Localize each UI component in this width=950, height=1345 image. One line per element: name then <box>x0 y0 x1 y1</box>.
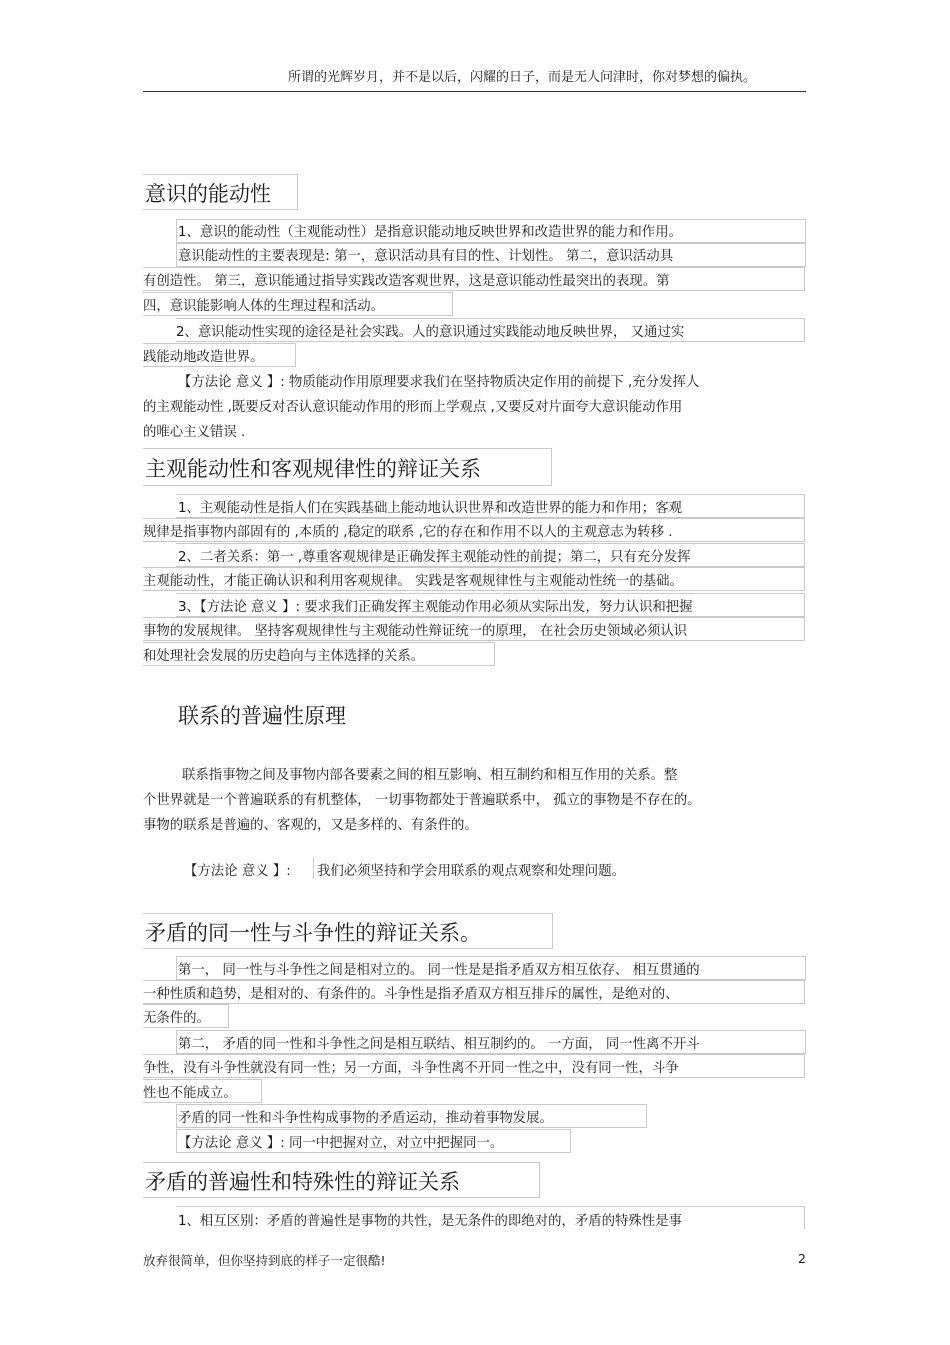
method-text: 我们必须坚持和学会用联系的观点观察和处理问题。 <box>317 864 625 879</box>
paragraph-line: 践能动地改造世界。 <box>143 350 264 365</box>
paragraph-line: 性也不能成立。 <box>143 1086 237 1101</box>
method-line: 【方法论 意义 】: 物质能动作用原理要求我们在坚持物质决定作用的前提下 ,充分发挥人 <box>178 375 700 390</box>
paragraph-line: 1、相互区别：矛盾的普遍性是事物的共性，是无条件的即绝对的，矛盾的特殊性是事 <box>178 1214 682 1229</box>
paragraph-line: 第二， 矛盾的同一性和斗争性之间是相互联结、相互制约的。 一方面， 同一性离不开斗 <box>178 1037 700 1052</box>
paragraph-line: 矛盾的同一性和斗争性构成事物的矛盾运动，推动着事物发展。 <box>178 1111 553 1126</box>
method-line: 的唯心主义错误 . <box>143 425 246 440</box>
paragraph-line: 3、【方法论 意义 】: 要求我们正确发挥主观能动作用必须从实际出发，努力认识和把握 <box>178 600 693 615</box>
paragraph-line: 1、主观能动性是指人们在实践基础上能动地认识世界和改造世界的能力和作用；客观 <box>178 501 682 516</box>
header-motto: 所谓的光辉岁月，并不是以后，闪耀的日子，而是无人问津时，你对梦想的偏执。 <box>288 70 757 85</box>
paragraph-line: 2、意识能动性实现的途径是社会实践。人的意识通过实践能动地反映世界， 又通过实 <box>176 325 685 340</box>
paragraph-line: 2、二者关系：第一 ,尊重客观规律是正确发挥主观能动性的前提；第二，只有充分发挥 <box>178 550 691 565</box>
paragraph-line: 一种性质和趋势，是相对的、有条件的。斗争性是指矛盾双方相互排斥的属性，是绝对的、 <box>143 987 679 1002</box>
paragraph-line: 事物的联系是普遍的、客观的，又是多样的、有条件的。 <box>143 818 478 833</box>
section-title: 联系的普遍性原理 <box>178 704 346 728</box>
paragraph-line: 争性，没有斗争性就没有同一性；另一方面，斗争性离不开同一性之中，没有同一性，斗争 <box>143 1061 679 1076</box>
paragraph-line: 第一， 同一性与斗争性之间是相对立的。 同一性是是指矛盾双方相互依存、 相互贯通的 <box>178 963 700 978</box>
paragraph-line: 事物的发展规律。 坚持客观规律性与主观能动性辩证统一的原理， 在社会历史领域必须认识 <box>143 624 688 639</box>
page-number: 2 <box>798 1251 806 1266</box>
paragraph-line: 个世界就是一个普遍联系的有机整体， 一切事物都处于普遍联系中， 孤立的事物是不存在的。 <box>143 793 701 808</box>
paragraph-line: 有创造性。 第三，意识能通过指导实践改造客观世界，这是意识能动性最突出的表现。第 <box>143 274 670 289</box>
paragraph-line: 和处理社会发展的历史趋向与主体选择的关系。 <box>143 649 425 664</box>
paragraph-line: 四，意识能影响人体的生理过程和活动。 <box>143 299 385 314</box>
paragraph-line: 规律是指事物内部固有的 ,本质的 ,稳定的联系 ,它的存在和作用不以人的主观意志为转移 . <box>143 525 673 540</box>
section-title: 矛盾的普遍性和特殊性的辩证关系 <box>145 1170 460 1194</box>
paragraph-line: 1、意识的能动性（主观能动性）是指意识能动地反映世界和改造世界的能力和作用。 <box>178 225 682 240</box>
paragraph-line: 意识能动性的主要表现是: 第一，意识活动具有目的性、计划性。 第二，意识活动具 <box>178 249 674 264</box>
method-label: 【方法论 意义 】: <box>184 864 291 879</box>
section-title: 矛盾的同一性与斗争性的辩证关系。 <box>145 921 481 945</box>
paragraph-line: 无条件的。 <box>143 1011 210 1026</box>
paragraph-line: 联系指事物之间及事物内部各要素之间的相互影响、相互制约和相互作用的关系。整 <box>182 768 678 783</box>
paragraph-line: 主观能动性，才能正确认识和利用客观规律。 实践是客观规律性与主观能动性统一的基础。 <box>143 574 683 589</box>
header-rule <box>143 91 806 92</box>
divider <box>313 857 314 879</box>
section-title: 主观能动性和客观规律性的辩证关系 <box>145 457 481 481</box>
method-line: 【方法论 意义 】: 同一中把握对立，对立中把握同一。 <box>178 1136 504 1151</box>
section-title: 意识的能动性 <box>145 182 271 206</box>
footer-motto: 放弃很简单，但你坚持到底的样子一定很酷! <box>143 1253 386 1268</box>
method-line: 的主观能动性 ,既要反对否认意识能动作用的形而上学观点 ,又要反对片面夸大意识能动作用 <box>143 400 683 415</box>
